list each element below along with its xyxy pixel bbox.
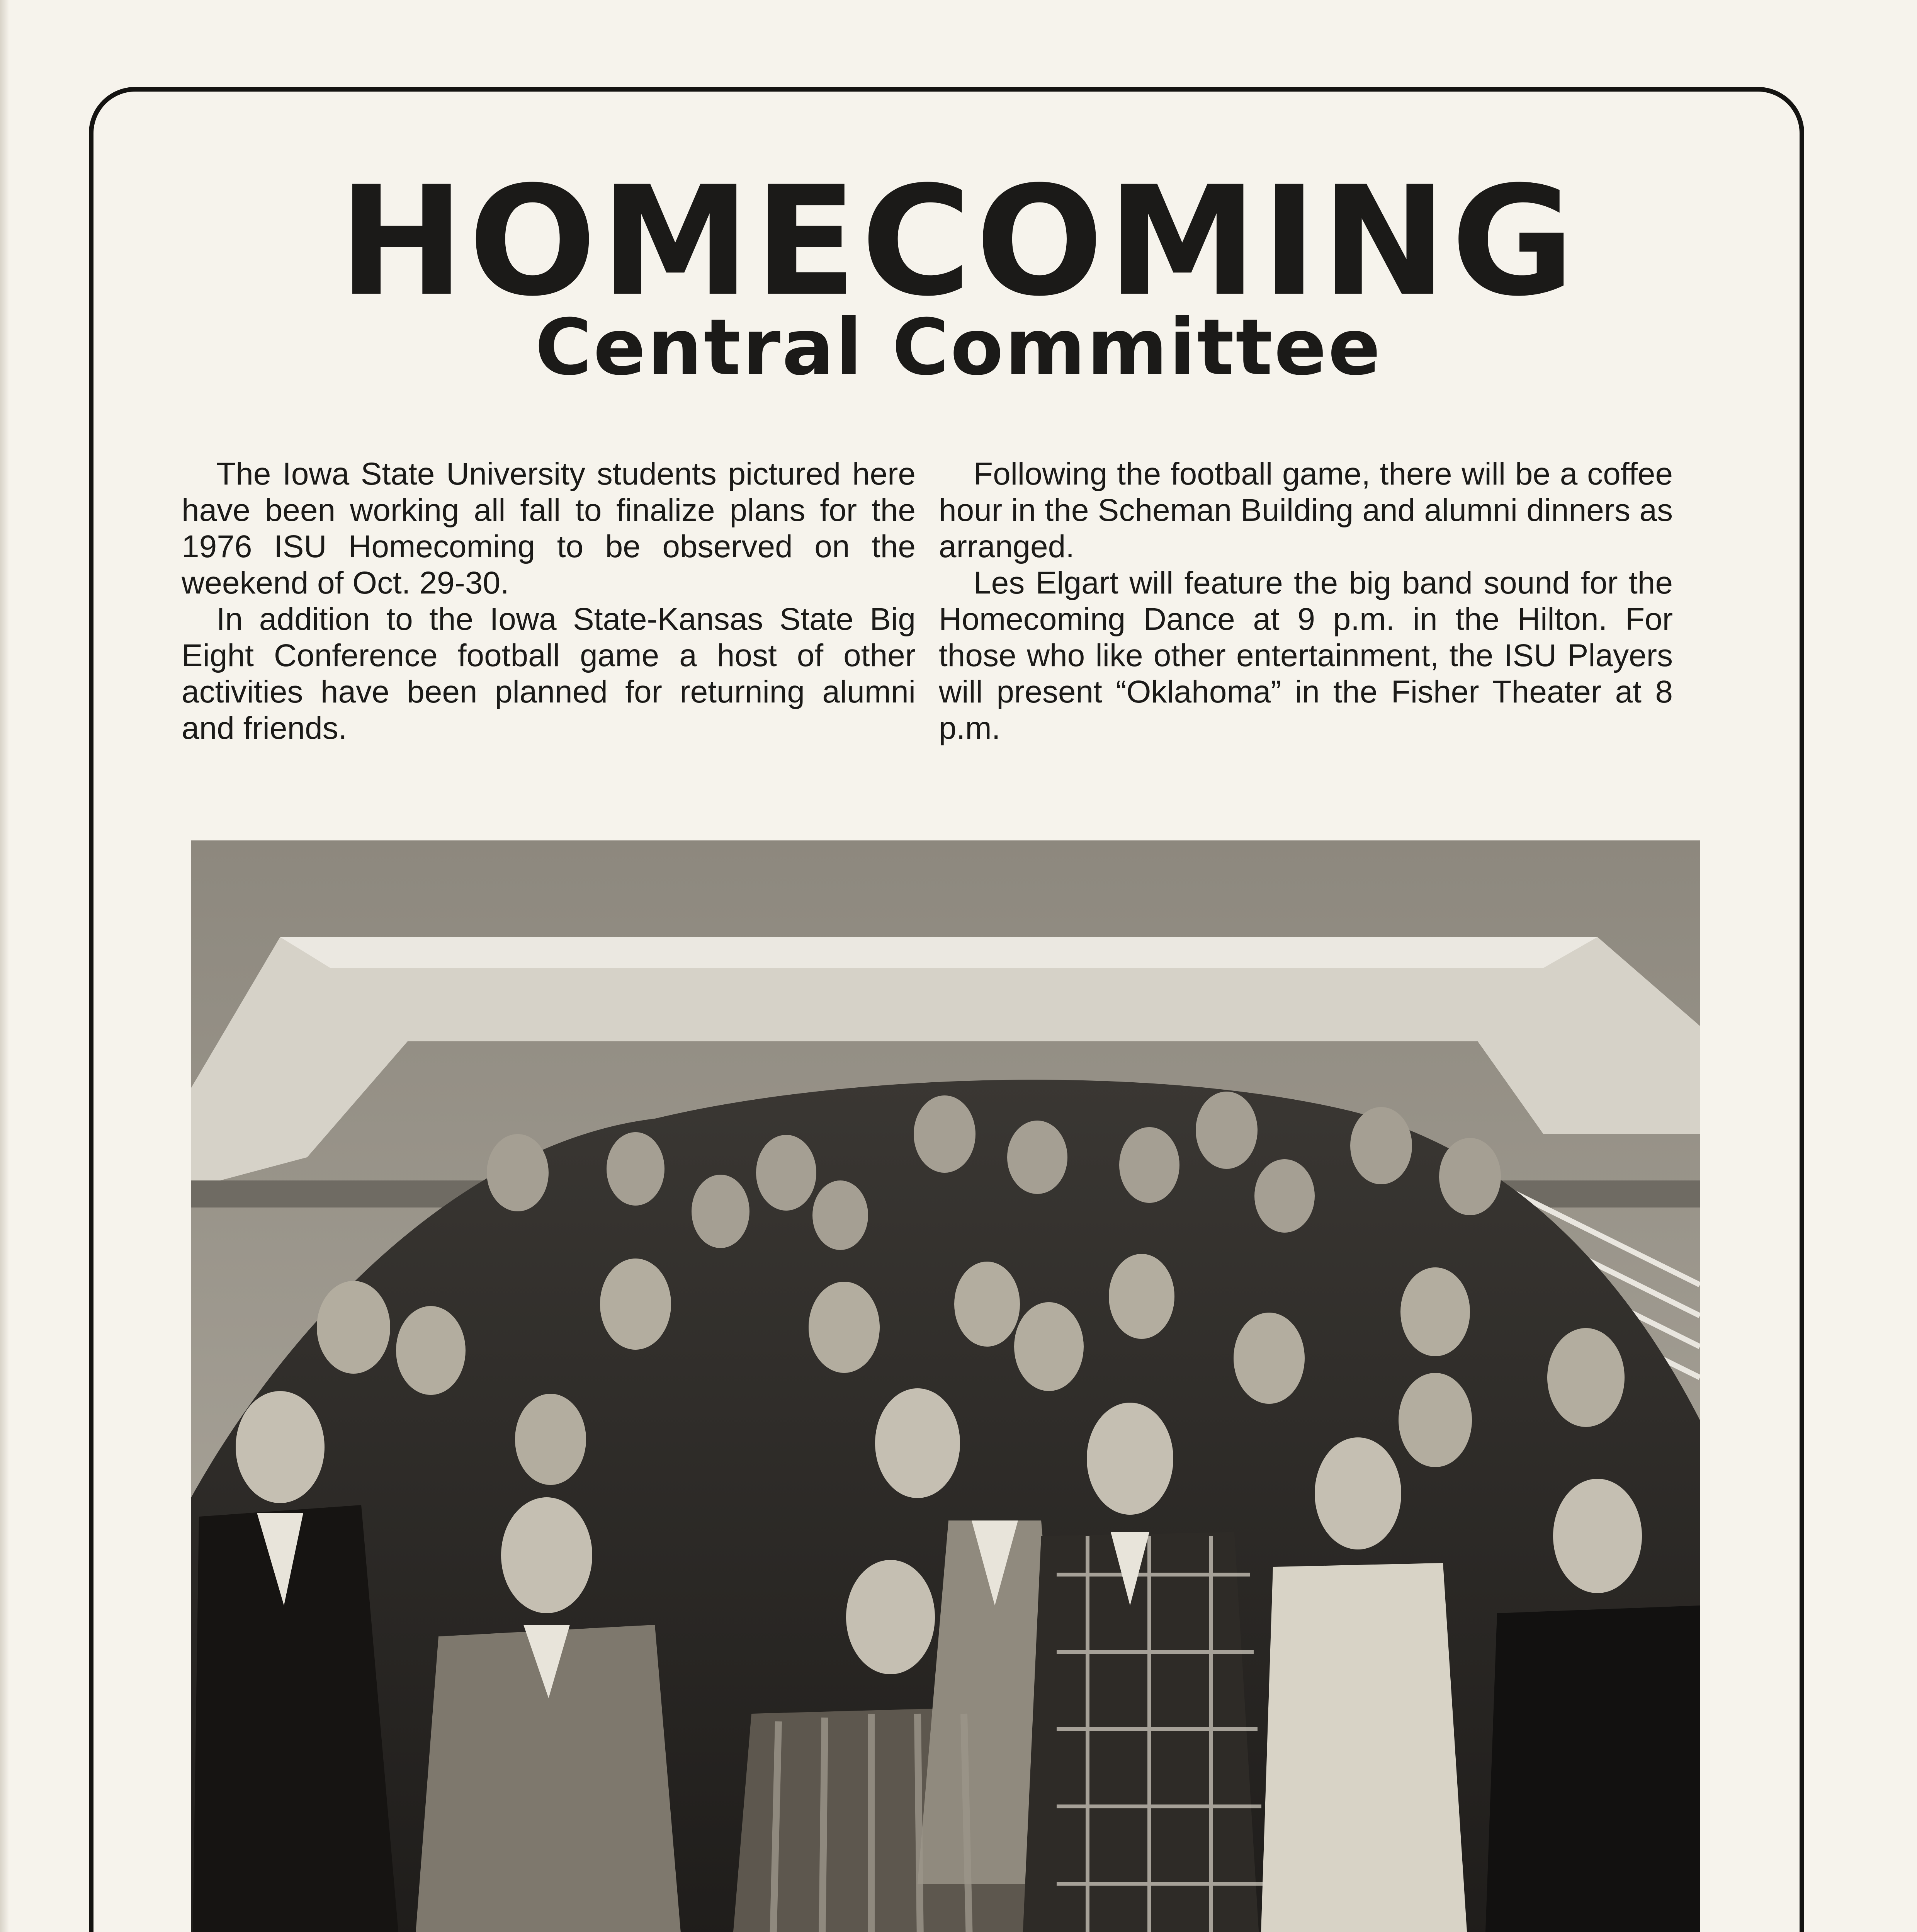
page-title: HOMECOMING <box>338 154 1579 329</box>
intro-column-left <box>182 456 916 747</box>
intro-column-right <box>939 456 1673 747</box>
intro-paragraph: Following the football game, there will be a coffee hour in the Scheman Building and alumni dinners as arranged. <box>939 456 1673 564</box>
scan-edge-shadow <box>0 0 9 1932</box>
page-subtitle: Central Committee <box>535 303 1382 393</box>
committee-group-photo <box>191 840 1700 1932</box>
group-photo-illustration <box>191 840 1700 1932</box>
intro-paragraph: In addition to the Iowa State-Kansas State Big Eight Conference football game a host of other activities have been planned for returning alumni and friends. <box>182 602 916 746</box>
intro-paragraph: The Iowa State University students pictured here have been working all fall to finalize plans for the 1976 ISU Homecoming to be observed on the weekend of Oct. 29-30. <box>182 456 916 600</box>
intro-paragraph: Les Elgart will feature the big band sound for the Homecoming Dance at 9 p.m. in the Hilton. For those who like other entertainment, the ISU Players will present “Oklahoma” in the Fisher Theater at 8 p.m. <box>939 565 1673 746</box>
